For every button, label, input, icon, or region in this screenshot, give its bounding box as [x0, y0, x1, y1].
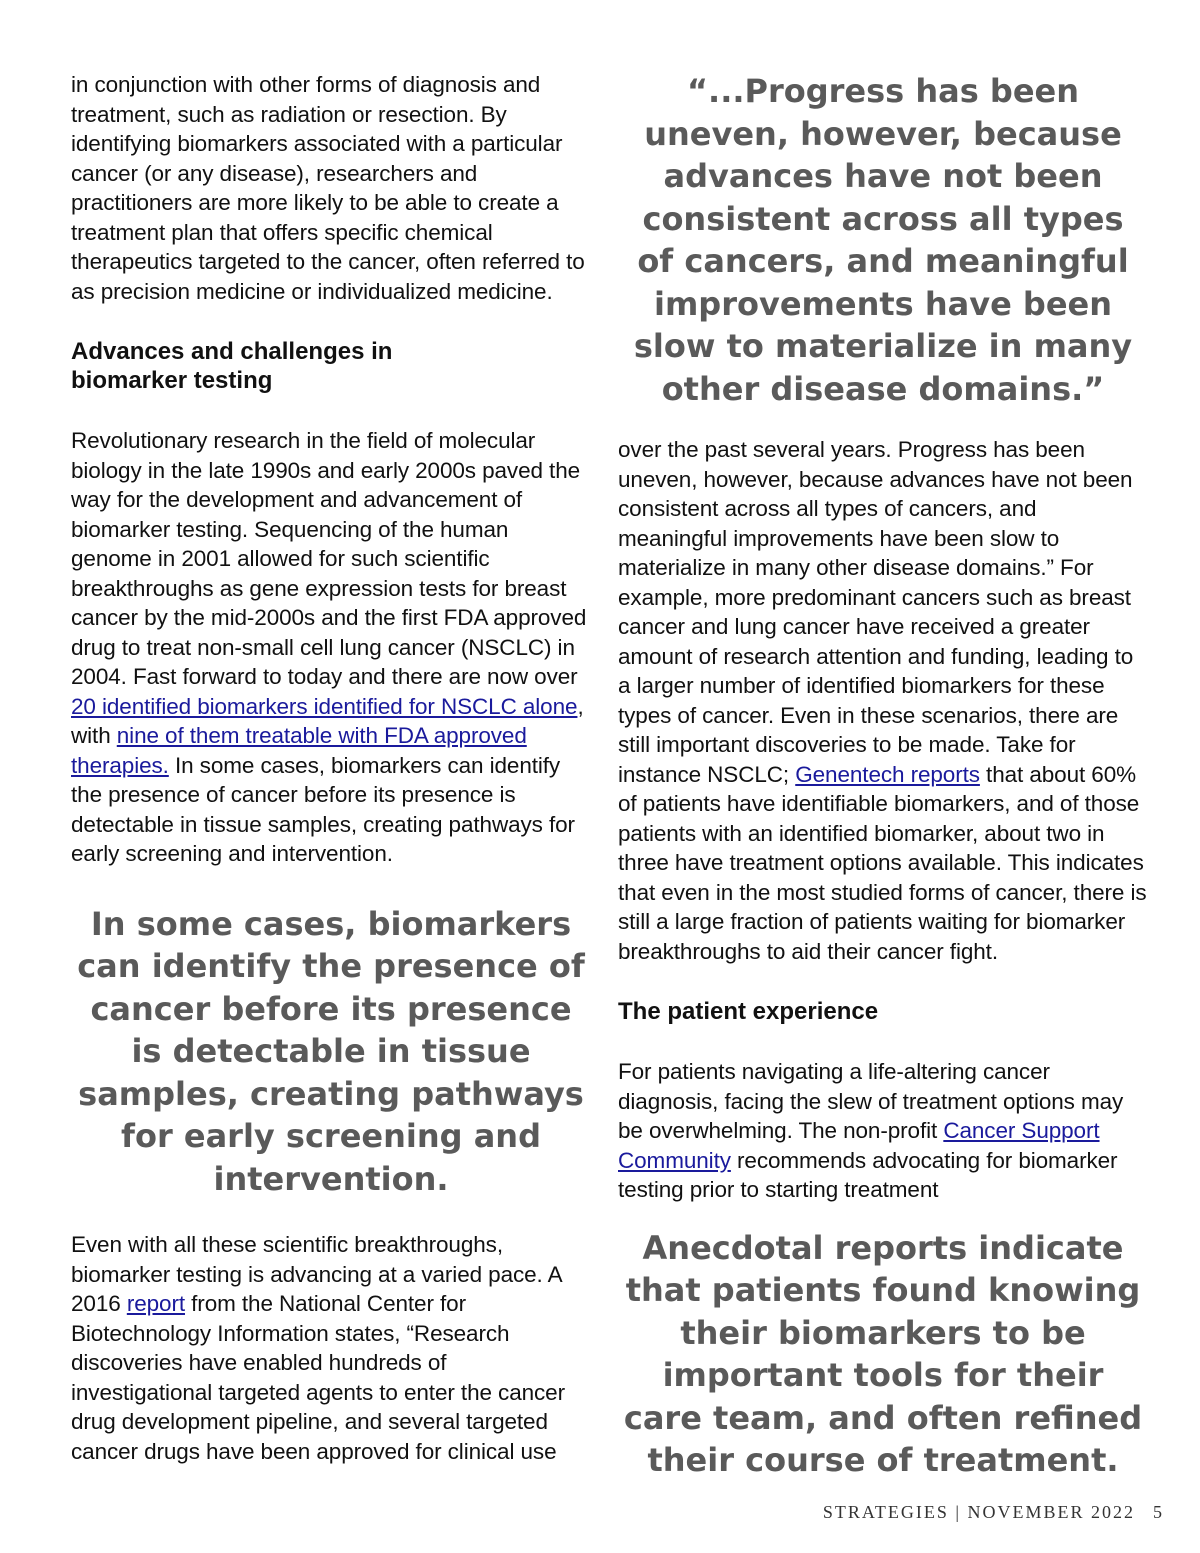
pullquote-progress-uneven: “...Progress has been uneven, however, because advances have not been consistent across all types of cancers, and meaningful improvements have been slow to materialize in many other disease domains.” [633, 72, 1133, 408]
ncbi-report-link[interactable]: report [126, 1291, 185, 1316]
cancer-support-community-link[interactable]: Cancer Support Community [618, 1118, 1100, 1173]
page-footer [823, 1502, 1162, 1523]
fda-therapies-link[interactable]: nine of them treatable with FDA approved therapies. [71, 723, 527, 778]
advances-paragraph [71, 426, 591, 869]
text-run: For patients navigating a life-altering cancer diagnosis, facing the slew of treatment options may be overwhelming. The non-profit [618, 1059, 1124, 1143]
text-run: Even with all these scientific breakthroughs, biomarker testing is advancing at a varied pace. A 2016 [71, 1232, 562, 1316]
pullquote-early-screening: In some cases, biomarkers can identify the presence of cancer before its presence is detectable in tissue samples, creating pathways for early screening and intervention. [77, 904, 585, 1198]
text-run: , with [71, 693, 584, 748]
pullquote-anecdotal-reports: Anecdotal reports indicate that patients found knowing their biomarkers to be important tools for their care team, and often refined their course of treatment. [623, 1228, 1143, 1479]
right-column [618, 70, 1148, 1482]
genentech-reports-link[interactable]: Genentech reports [795, 761, 980, 787]
heading-line-2: biomarker testing [71, 367, 273, 394]
text-run: In some cases, biomarkers can identify the presence of cancer before its presence is detectable in tissue samples, creating pathways for early screening and intervention. [71, 752, 575, 866]
intro-paragraph: in conjunction with other forms of diagnosis and treatment, such as radiation or resection. By identifying biomarkers associated with a particular cancer (or any disease), researchers and practitioners are more likely to be able to create a treatment plan that offers specific chemical therapeutics targeted to the cancer, often referred to as precision medicine or individualized medicine. [71, 72, 585, 304]
text-run: recommends advocating for biomarker testing prior to starting treatment [618, 1147, 1118, 1202]
heading-line-1: Advances and challenges in [71, 338, 393, 365]
text-run: Revolutionary research in the field of molecular biology in the late 1990s and early 2000s paved the way for the development and advancement of biomarker testing. Sequencing of the human genome in 2001 allowed for such scientific breakthroughs as gene expression tests for breast cancer by the mid-2000s and the first FDA approved drug to treat non-small cell lung cancer (NSCLC) in 2004. Fast forward to today and there are now over [71, 428, 587, 689]
biomarkers-nsclc-link[interactable]: 20 identified biomarkers identified for NSCLC alone [71, 693, 578, 719]
section-heading-advances [71, 337, 591, 395]
text-run: from the National Center for Biotechnology Information states, “Research discoveries have enabled hundreds of investigational targeted agents to enter the cancer drug development pipeline, and several targeted cancer drugs have been approved for clinical use [71, 1291, 565, 1464]
page-number: 5 [1153, 1502, 1162, 1522]
progress-paragraph [618, 435, 1148, 966]
text-run: that about 60% of patients have identifiable biomarkers, and of those patients with an identified biomarker, about two in three have treatment options available. This indicates that even in the most studied forms of cancer, there is still a large fraction of patients waiting for biomarker breakthroughs to aid their cancer fight. [618, 761, 1147, 964]
left-column [71, 70, 591, 1466]
pace-paragraph [71, 1230, 591, 1466]
text-run: over the past several years. Progress has been uneven, however, because advances have not been consistent across all types of cancers, and meaningful improvements have been slow to materialize in many other disease domains.” For example, more predominant cancers such as breast cancer and lung cancer have received a greater amount of research attention and funding, leading to a larger number of identified biomarkers for these types of cancer. Even in these scenarios, there are still important discoveries to be made. Take for instance NSCLC; [618, 437, 1134, 787]
patient-paragraph [618, 1057, 1148, 1205]
section-heading-patient-experience: The patient experience [618, 998, 879, 1025]
publication-label: STRATEGIES | NOVEMBER 2022 [822, 1502, 1135, 1522]
